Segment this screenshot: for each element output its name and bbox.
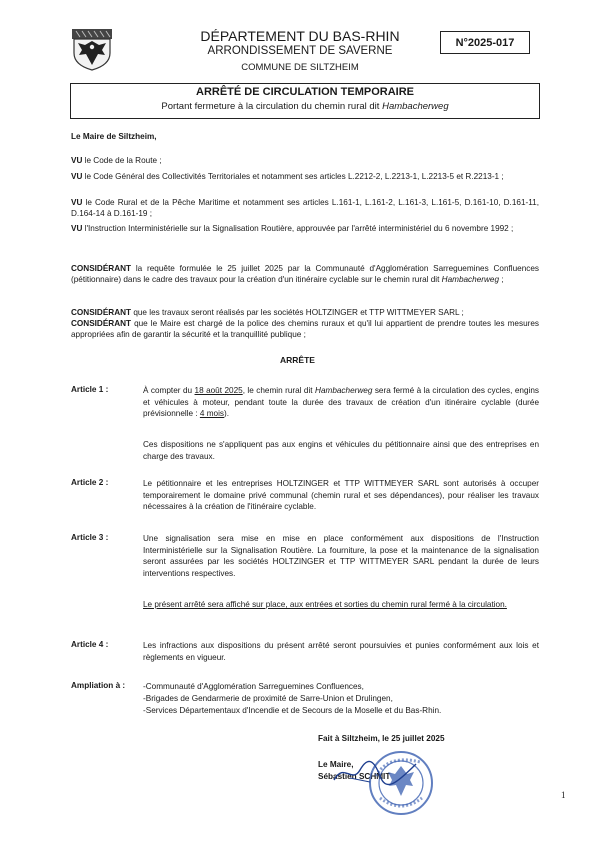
department-name: DÉPARTEMENT DU BAS-RHIN: [200, 28, 400, 44]
title-box: [70, 83, 540, 119]
commune-name: COMMUNE DE SILTZHEIM: [241, 62, 359, 73]
page-number: 1: [561, 790, 566, 800]
arrondissement-name: ARRONDISSEMENT DE SAVERNE: [207, 45, 393, 57]
considerant-item: CONSIDÉRANT la requête formulée le 25 juillet 2025 par la Communauté d'Agglomération Sarreguemines Confluences (pétitionnaire) dans le cadre des travaux pour la création d'un itinéraire cyclable sur le chemin rural dit Hambacherweg ;: [71, 264, 539, 285]
ampliation-item: -Services Départementaux d'Incendie et de Secours de la Moselle et du Bas-Rhin.: [143, 706, 442, 715]
considerant-item: CONSIDÉRANT que les travaux seront réalisés par les sociétés HOLTZINGER et TTP WITTMEYER SARL ;: [71, 308, 464, 317]
vu-item: VU le Code Rural et de la Pêche Maritime et notamment ses articles L.161-1, L.161-2, L.161-3, L.161-5, D.161-10, D.161-11, D.164-14 à D.161-19 ;: [71, 198, 539, 219]
article-text: À compter du 18 août 2025, le chemin rural dit Hambacherweg sera fermé à la circulation des cycles, engins et véhicules à moteur, pendant toute la durée des travaux de création d'un itinéraire cyclable (durée prévisionnelle : 4 mois).: [143, 386, 539, 418]
article-label: Article 4 :: [71, 640, 109, 649]
vu-item: VU le Code Général des Collectivités Territoriales et notamment ses articles L.2212-2, L.2213-1, L.2213-5 et R.2213-1 ;: [71, 172, 504, 181]
coat-of-arms-icon: [70, 27, 114, 71]
ampliation-item: -Brigades de Gendarmerie de proximité de Sarre-Union et Drulingen,: [143, 694, 393, 703]
vu-item: VU le Code de la Route ;: [71, 156, 162, 165]
decree-number: N°2025-017: [440, 31, 530, 54]
considerant-item: CONSIDÉRANT que le Maire est chargé de la police des chemins ruraux et qu'il lui appartient de prendre toutes les mesures appropriées afin de garantir la sécurité et la tranquillité publique ;: [71, 319, 539, 340]
article-text: Le pétitionnaire et les entreprises HOLTZINGER et TTP WITTMEYER SARL sont autorisés à occuper temporairement le domaine privé communal (chemin rural et ses dépendances), pour réaliser les travaux nécessaires à la création de l'itinéraire cyclable.: [143, 479, 539, 511]
vu-item: VU l'Instruction Interministérielle sur la Signalisation Routière, approuvée par l'arrêté interministériel du 6 novembre 1992 ;: [71, 224, 514, 233]
article-label: Article 2 :: [71, 478, 109, 487]
document-title: ARRÊTÉ DE CIRCULATION TEMPORAIRE: [196, 86, 414, 98]
arrete-heading: ARRÊTE: [280, 355, 315, 365]
article-text: Une signalisation sera mise en mise en place conformément aux dispositions de l'Instruction Interministérielle sur la Signalisation Routière. La fourniture, la pose et la maintenance de la signalisation seront assurées par les sociétés HOLTZINGER et TTP WITTMEYER SARL pendant la durée de leurs interventions respectives.: [143, 534, 539, 578]
ampliation-label: Ampliation à :: [71, 681, 126, 690]
posting-notice: Le présent arrêté sera affiché sur place, aux entrées et sorties du chemin rural fermé à la circulation.: [143, 600, 507, 609]
article-text: Ces dispositions ne s'appliquent pas aux engins et véhicules du pétitionnaire ainsi que des entreprises en charge des travaux.: [143, 440, 539, 461]
handwritten-signature: [330, 758, 420, 788]
signature-name: Sébastien SCHMIT: [318, 772, 391, 781]
article-text: Les infractions aux dispositions du présent arrêté seront poursuivies et punies conformément aux lois et règlements en vigueur.: [143, 641, 539, 662]
signature-role: Le Maire,: [318, 760, 354, 769]
ampliation-item: -Communauté d'Agglomération Sarreguemines Confluences,: [143, 682, 364, 691]
signature-place-date: Fait à Siltzheim, le 25 juillet 2025: [318, 734, 445, 743]
article-label: Article 3 :: [71, 533, 109, 542]
document-subtitle: Portant fermeture à la circulation du chemin rural dit Hambacherweg: [161, 101, 449, 112]
article-label: Article 1 :: [71, 385, 109, 394]
intro-line: Le Maire de Siltzheim,: [71, 132, 157, 141]
